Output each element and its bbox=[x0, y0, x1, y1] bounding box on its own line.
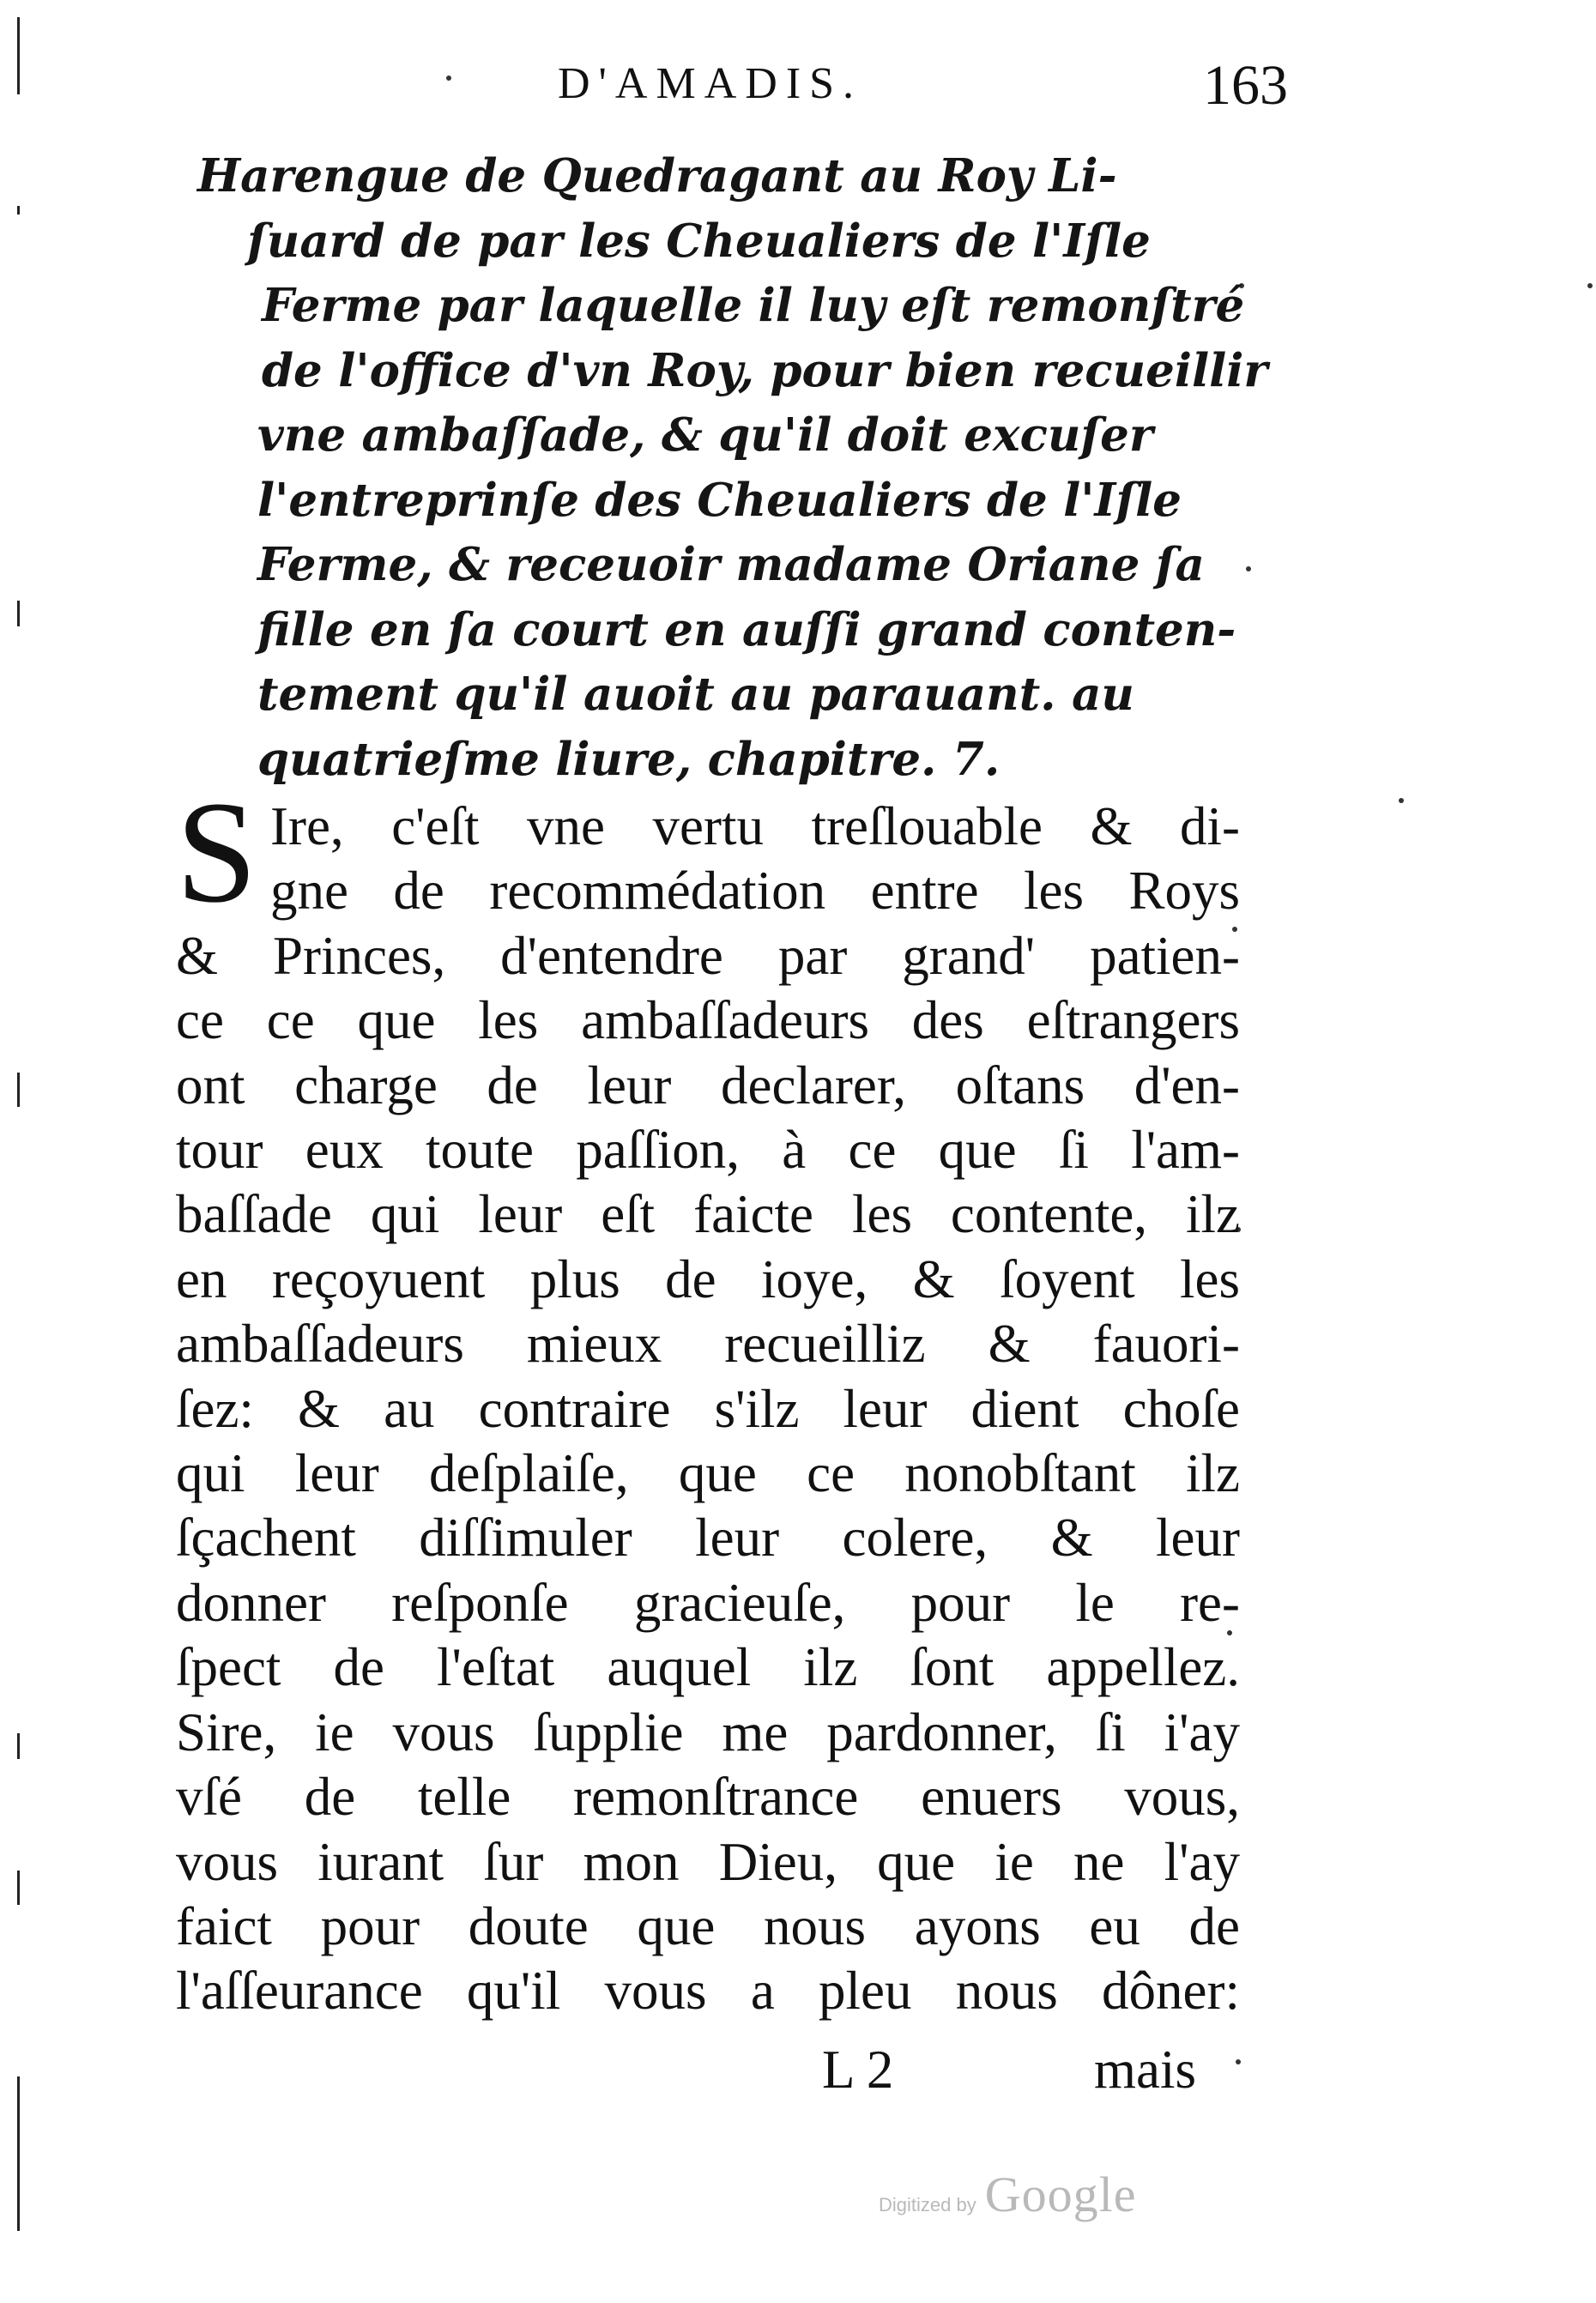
body-line: vſé de telle remonſtrance enuers vous, bbox=[176, 1767, 1240, 1828]
body-line: ce ce que les ambaſſadeurs des eſtrangers bbox=[176, 990, 1240, 1051]
heading-line: Ferme par laquelle il luy eſt remonſtré bbox=[262, 279, 1245, 332]
ink-speck bbox=[1246, 566, 1251, 571]
digitized-watermark bbox=[879, 2166, 1136, 2226]
body-line: en reçoyuent plus de ioye, & ſoyent les bbox=[176, 1248, 1240, 1309]
footer-row bbox=[0, 2039, 1596, 2107]
body-line: donner reſponſe gracieuſe, pour le re- bbox=[176, 1572, 1240, 1633]
ink-speck bbox=[1587, 283, 1593, 288]
body-line: & Princes, d'entendre par grand' patien- bbox=[176, 925, 1240, 986]
binding-edge-mark bbox=[17, 1871, 20, 1905]
heading-line: fille en ſa court en auſſi grand conten- bbox=[257, 602, 1236, 656]
heading-line: vne ambaſſade, & qu'il doit excuſer bbox=[257, 408, 1153, 462]
binding-edge-mark bbox=[17, 1073, 20, 1107]
heading-line: de l'office d'vn Roy, pour bien recueillir bbox=[262, 343, 1268, 397]
binding-edge-mark bbox=[17, 206, 20, 215]
heading-line: l'entreprinſe des Cheualiers de l'Iſle bbox=[257, 473, 1182, 527]
body-line: Ire, c'eſt vne vertu treſlouable & di- bbox=[270, 796, 1240, 856]
body-line: tour eux toute paſſion, à ce que ſi l'am- bbox=[176, 1120, 1240, 1181]
drop-cap: S bbox=[176, 771, 257, 933]
body-line: Sire, ie vous ſupplie me pardonner, ſi i'ay bbox=[176, 1702, 1240, 1762]
watermark-prefix: Digitized by bbox=[879, 2194, 976, 2215]
page-number: 163 bbox=[1203, 54, 1288, 117]
heading-line: Ferme, & receuoir madame Oriane ſa bbox=[257, 538, 1205, 591]
body-line: faict pour doute que nous ayons eu de bbox=[176, 1895, 1240, 1956]
page-header bbox=[0, 53, 1596, 122]
body-line: vous iurant ſur mon Dieu, que ie ne l'ay bbox=[176, 1831, 1240, 1892]
heading-line: ſuard de par les Cheualiers de l'Iſle bbox=[247, 214, 1151, 268]
ink-speck bbox=[1399, 798, 1404, 803]
body-line: ont charge de leur declarer, oſtans d'en- bbox=[176, 1055, 1240, 1115]
body-line: ſez: & au contraire s'ilz leur dient choſe bbox=[176, 1378, 1240, 1439]
binding-edge-mark bbox=[17, 601, 20, 626]
heading-line: quatrieſme liure, chapitre. 7. bbox=[257, 732, 1001, 786]
catchword: mais bbox=[1094, 2040, 1196, 2100]
body-line: ſçachent diſſimuler leur colere, & leur bbox=[176, 1508, 1240, 1569]
body-text bbox=[176, 795, 1240, 2024]
body-line: gne de recommédation entre les Roys bbox=[270, 861, 1240, 922]
binding-edge-mark bbox=[17, 1733, 20, 1759]
heading-line: Harengue de Quedragant au Roy Li- bbox=[197, 149, 1117, 202]
body-line: ſpect de l'eſtat auquel ilz ſont appellez. bbox=[176, 1637, 1240, 1698]
running-title: D'AMADIS. bbox=[558, 59, 863, 108]
body-line: baſſade qui leur eſt faicte les contente, ilz bbox=[176, 1184, 1240, 1245]
body-line: qui leur deſplaiſe, que ce nonobſtant ilz bbox=[176, 1443, 1240, 1504]
chapter-heading bbox=[197, 144, 1268, 792]
heading-line: tement qu'il auoit au parauant. au bbox=[257, 668, 1134, 721]
signature-mark: L 2 bbox=[822, 2040, 894, 2100]
body-line: ambaſſadeurs mieux recueilliz & fauori- bbox=[176, 1314, 1240, 1375]
google-logo: Google bbox=[984, 2167, 1137, 2222]
body-line: l'aſſeurance qu'il vous a pleu nous dôner: bbox=[176, 1961, 1240, 2022]
